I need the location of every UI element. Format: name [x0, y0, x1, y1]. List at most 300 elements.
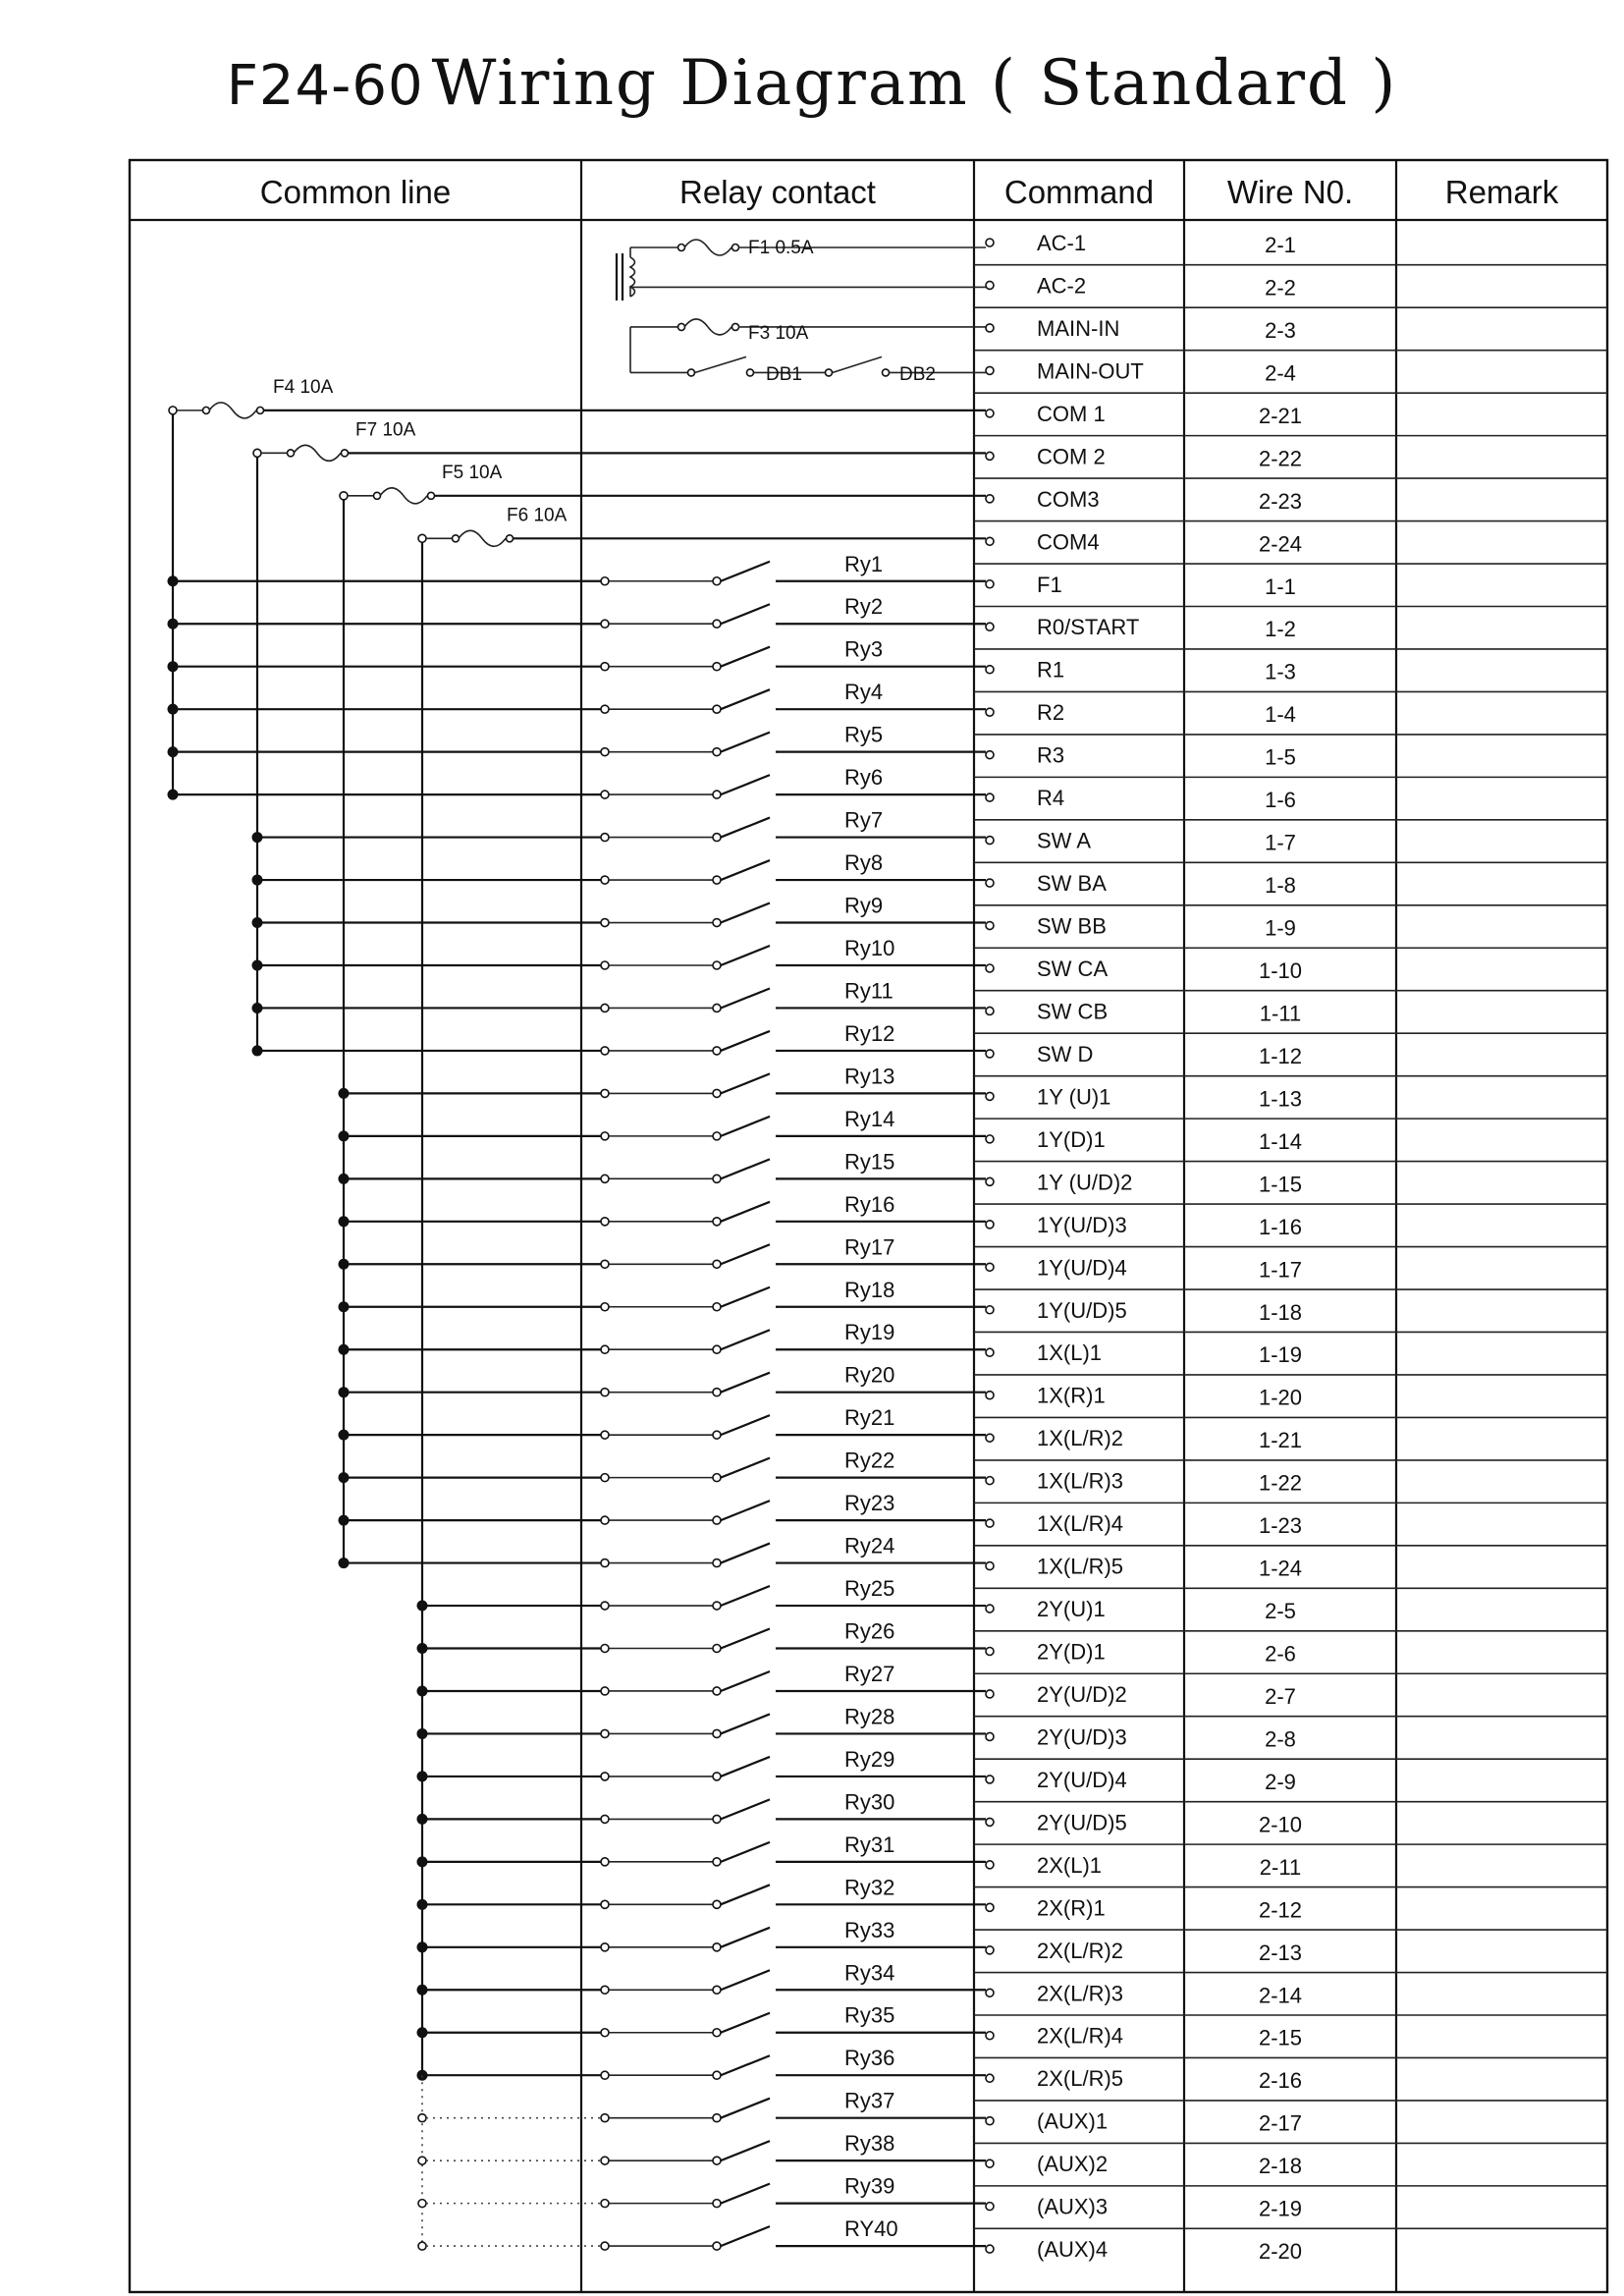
relay-label: Ry33: [844, 1917, 895, 1942]
wire-number: 2-17: [1258, 2110, 1303, 2136]
fuse-f1-label: F1 0.5A: [748, 238, 814, 258]
relay-contact-32: [721, 1885, 770, 1904]
relay-terminal: [601, 748, 609, 756]
command-label: 2X(L/R)4: [1037, 2023, 1124, 2049]
db1-label: DB1: [766, 364, 802, 385]
fuse-terminal: [374, 492, 381, 499]
command-label: SW A: [1037, 828, 1092, 853]
terminal: [986, 2117, 994, 2125]
relay-label: Ry3: [844, 636, 884, 662]
relay-contact-28: [721, 1714, 770, 1733]
relay-terminal: [713, 1943, 721, 1951]
terminal: [986, 1263, 994, 1271]
relay-contact-26: [721, 1629, 770, 1649]
wire-number: 2-6: [1265, 1641, 1296, 1667]
terminal: [986, 1946, 994, 1954]
command-label: 2Y(U/D)5: [1037, 1810, 1127, 1835]
wire-number: 1-23: [1258, 1513, 1303, 1539]
command-label: 2X(R)1: [1037, 1895, 1106, 1921]
relay-contact-30: [721, 1799, 770, 1819]
relay-label: Ry24: [844, 1533, 895, 1558]
relay-terminal: [601, 834, 609, 842]
relay-contact-31: [721, 1842, 770, 1862]
relay-terminal: [713, 620, 721, 628]
relay-label: Ry23: [844, 1491, 895, 1516]
relay-terminal: [713, 1431, 721, 1439]
command-label: 1X(L/R)3: [1037, 1468, 1124, 1494]
wire-number: 2-18: [1258, 2154, 1303, 2179]
wire-number: 1-15: [1258, 1172, 1303, 1197]
relay-terminal: [601, 1516, 609, 1524]
fuse-terminal: [678, 245, 685, 251]
command-label: AC-2: [1037, 273, 1087, 299]
command-label: 2X(L/R)3: [1037, 1981, 1124, 2006]
relay-contact-3: [721, 647, 770, 667]
command-label: SW BB: [1037, 913, 1107, 939]
relay-terminal: [601, 2200, 609, 2208]
relay-contact-21: [721, 1415, 770, 1435]
fuse-f1-symbol: [684, 240, 731, 255]
aux-bus-node: [418, 2114, 426, 2122]
column-header: Common line: [259, 174, 452, 210]
com-fuse-symbol: [380, 488, 427, 504]
relay-contact-5: [721, 733, 770, 752]
terminal: [986, 1092, 994, 1100]
relay-contact-2: [721, 604, 770, 624]
relay-terminal: [713, 834, 721, 842]
relay-contact-4: [721, 689, 770, 709]
command-label: 2Y(U/D)2: [1037, 1681, 1127, 1707]
fuse-f3-symbol: [684, 319, 731, 335]
relay-contact-29: [721, 1757, 770, 1777]
relay-label: Ry14: [844, 1106, 895, 1131]
fuse-terminal: [257, 407, 264, 413]
relay-terminal: [601, 1986, 609, 1994]
command-label: R4: [1037, 786, 1065, 811]
relay-contact-17: [721, 1244, 770, 1264]
terminal: [986, 2159, 994, 2167]
column-header: Relay contact: [679, 174, 876, 210]
wire-number: 1-17: [1258, 1257, 1303, 1283]
wire-number: 2-11: [1259, 1854, 1302, 1880]
relay-terminal: [601, 1858, 609, 1866]
command-label: R1: [1037, 657, 1065, 683]
relay-label: Ry21: [844, 1405, 895, 1431]
relay-label: Ry34: [844, 1960, 895, 1986]
command-label: 2X(L/R)2: [1037, 1938, 1124, 1963]
relay-terminal: [713, 1858, 721, 1866]
com-fuse-symbol: [209, 403, 256, 418]
relay-terminal: [713, 1389, 721, 1396]
terminal: [986, 2245, 994, 2253]
relay-contact-16: [721, 1202, 770, 1222]
wire-number: 1-2: [1265, 617, 1296, 642]
title-text: Wiring Diagram ( Standard ): [431, 47, 1398, 120]
terminal: [986, 1135, 994, 1143]
relay-contact-10: [721, 946, 770, 965]
relay-label: Ry37: [844, 2088, 895, 2113]
command-label: SW BA: [1037, 871, 1107, 897]
relay-label: Ry32: [844, 1875, 895, 1900]
relay-terminal: [601, 876, 609, 884]
terminal: [986, 1519, 994, 1527]
command-label: R3: [1037, 742, 1065, 768]
command-label: 2Y(U/D)4: [1037, 1767, 1127, 1792]
wire-number: 1-4: [1265, 702, 1296, 728]
com-fuse-label: F7 10A: [355, 419, 416, 441]
relay-terminal: [601, 620, 609, 628]
wire-number: 1-10: [1258, 957, 1303, 983]
relay-terminal: [713, 1303, 721, 1311]
relay-terminal: [601, 2029, 609, 2037]
relay-terminal: [713, 1132, 721, 1140]
wire-number: 1-8: [1265, 873, 1296, 899]
relay-label: Ry35: [844, 2002, 895, 2028]
relay-label: Ry25: [844, 1576, 895, 1602]
wire-number: 1-14: [1258, 1128, 1303, 1154]
command-label: 2Y(U/D)3: [1037, 1724, 1127, 1750]
terminal: [986, 1818, 994, 1826]
column-header: Remark: [1444, 174, 1559, 210]
relay-terminal: [713, 577, 721, 585]
relay-label: Ry36: [844, 2046, 895, 2071]
relay-contact-39: [721, 2184, 770, 2204]
relay-label: Ry16: [844, 1191, 895, 1217]
relay-terminal: [601, 2071, 609, 2079]
relay-terminal: [713, 1900, 721, 1908]
command-label: 1Y (U)1: [1037, 1084, 1111, 1110]
command-label: SW CA: [1037, 956, 1109, 981]
aux-bus-node: [418, 2200, 426, 2208]
terminal: [986, 537, 994, 545]
relay-terminal: [713, 2157, 721, 2164]
command-label: 2Y(D)1: [1037, 1639, 1106, 1665]
wire-number: 1-3: [1265, 659, 1296, 684]
relay-label: Ry6: [844, 765, 884, 791]
wire-number: 1-18: [1258, 1299, 1303, 1325]
command-label: 1X(R)1: [1037, 1383, 1106, 1408]
fuse-f3-label: F3 10A: [748, 323, 809, 344]
relay-terminal: [601, 1260, 609, 1268]
com-fuse-symbol: [459, 530, 506, 546]
db2-label: DB2: [899, 364, 936, 385]
terminal: [986, 580, 994, 588]
relay-contact-37: [721, 2099, 770, 2118]
wire-number: 2-15: [1258, 2025, 1303, 2050]
column-header: Wire N0.: [1226, 174, 1354, 210]
relay-contact-14: [721, 1117, 770, 1136]
relay-contact-1: [721, 562, 770, 581]
command-label: MAIN-OUT: [1037, 358, 1144, 384]
wire-number: 1-16: [1258, 1214, 1303, 1239]
command-label: (AUX)2: [1037, 2152, 1109, 2177]
relay-terminal: [713, 919, 721, 927]
relay-terminal: [601, 1474, 609, 1482]
relay-contact-11: [721, 988, 770, 1008]
relay-terminal: [601, 1303, 609, 1311]
relay-contact-24: [721, 1544, 770, 1563]
wire-number: 2-10: [1258, 1812, 1303, 1837]
terminal: [986, 2032, 994, 2040]
relay-terminal: [601, 1559, 609, 1567]
relay-terminal: [713, 876, 721, 884]
terminal: [986, 837, 994, 845]
bus-node: [253, 449, 261, 457]
fuse-terminal: [507, 535, 514, 542]
relay-terminal: [713, 2200, 721, 2208]
relay-terminal: [601, 1943, 609, 1951]
terminal: [986, 1605, 994, 1613]
wire-number: 2-16: [1258, 2068, 1303, 2094]
relay-terminal: [601, 2114, 609, 2122]
command-label: 1Y(U/D)3: [1037, 1212, 1127, 1237]
relay-terminal: [713, 1602, 721, 1610]
db1-contact: [695, 356, 746, 372]
relay-label: Ry39: [844, 2173, 895, 2199]
command-label: 2Y(U)1: [1037, 1597, 1106, 1622]
terminal: [986, 879, 994, 887]
switch-terminal: [826, 369, 833, 376]
relay-label: Ry5: [844, 722, 884, 747]
relay-contact-25: [721, 1586, 770, 1606]
bus-node: [169, 407, 177, 414]
command-label: AC-1: [1037, 231, 1087, 255]
relay-terminal: [713, 705, 721, 713]
relay-terminal: [713, 1175, 721, 1182]
relay-terminal: [713, 1260, 721, 1268]
relay-contact-18: [721, 1287, 770, 1307]
wire-number: 1-21: [1258, 1428, 1303, 1453]
relay-contact-34: [721, 1970, 770, 1990]
relay-terminal: [713, 791, 721, 798]
relay-label: Ry4: [844, 680, 884, 705]
relay-terminal: [601, 1815, 609, 1823]
relay-terminal: [601, 1773, 609, 1780]
fuse-terminal: [342, 450, 349, 457]
terminal: [986, 366, 994, 374]
relay-label: Ry38: [844, 2131, 895, 2157]
terminal: [986, 2074, 994, 2082]
relay-terminal: [601, 577, 609, 585]
relay-terminal: [713, 1559, 721, 1567]
terminal: [986, 1648, 994, 1656]
command-label: 1Y(U/D)5: [1037, 1297, 1127, 1323]
relay-label: Ry29: [844, 1746, 895, 1772]
wire-number: 1-11: [1259, 1001, 1302, 1026]
terminal: [986, 1690, 994, 1698]
wire-number: 1-7: [1265, 830, 1296, 855]
relay-contact-33: [721, 1928, 770, 1947]
relay-terminal: [601, 1004, 609, 1011]
relay-terminal: [713, 1474, 721, 1482]
relay-contact-20: [721, 1373, 770, 1393]
command-label: 1Y (U/D)2: [1037, 1170, 1133, 1195]
command-label: 1X(L/R)5: [1037, 1554, 1124, 1579]
wire-number: 1-1: [1265, 574, 1296, 599]
relay-terminal: [601, 919, 609, 927]
wire-number: 2-2: [1265, 275, 1296, 301]
terminal: [986, 1861, 994, 1869]
relay-terminal: [713, 1986, 721, 1994]
command-label: 2X(L/R)5: [1037, 2066, 1124, 2092]
terminal: [986, 1348, 994, 1356]
com-fuse-symbol: [294, 445, 341, 461]
relay-terminal: [601, 1345, 609, 1353]
relay-label: Ry22: [844, 1448, 895, 1473]
command-label: 1Y(U/D)4: [1037, 1255, 1127, 1281]
terminal: [986, 239, 994, 246]
relay-terminal: [713, 1218, 721, 1226]
terminal: [986, 1177, 994, 1185]
terminal: [986, 1989, 994, 1996]
wire-number: 1-13: [1258, 1086, 1303, 1112]
switch-terminal: [688, 369, 695, 376]
bus-node: [340, 492, 348, 500]
relay-terminal: [601, 2242, 609, 2250]
relay-terminal: [713, 2071, 721, 2079]
wire-number: 1-5: [1265, 744, 1296, 770]
terminal: [986, 666, 994, 674]
wire-number: 1-19: [1258, 1342, 1303, 1368]
fuse-terminal: [453, 535, 460, 542]
terminal: [986, 1903, 994, 1911]
relay-label: Ry30: [844, 1789, 895, 1815]
relay-label: Ry17: [844, 1234, 895, 1260]
wire-number: 2-20: [1258, 2239, 1303, 2265]
relay-label: Ry1: [844, 551, 884, 576]
relay-label: Ry7: [844, 807, 884, 833]
com-fuse-label: F5 10A: [442, 462, 503, 483]
terminal: [986, 495, 994, 503]
terminal: [986, 1562, 994, 1570]
command-label: SW D: [1037, 1041, 1094, 1066]
terminal: [986, 922, 994, 930]
terminal: [986, 964, 994, 972]
terminal: [986, 623, 994, 630]
relay-terminal: [601, 791, 609, 798]
relay-label: Ry26: [844, 1618, 895, 1644]
wire-number: 2-1: [1265, 233, 1296, 257]
wire-number: 1-22: [1258, 1470, 1303, 1496]
relay-contact-36: [721, 2055, 770, 2075]
wire-number: 1-20: [1258, 1385, 1303, 1410]
relay-label: Ry31: [844, 1831, 895, 1857]
aux-bus-node: [418, 2242, 426, 2250]
relay-label: Ry28: [844, 1704, 895, 1729]
relay-contact-27: [721, 1671, 770, 1691]
relay-terminal: [713, 1516, 721, 1524]
relay-terminal: [601, 1132, 609, 1140]
terminal: [986, 1434, 994, 1442]
command-label: (AUX)1: [1037, 2108, 1109, 2134]
relay-contact-12: [721, 1031, 770, 1051]
command-label: MAIN-IN: [1037, 315, 1120, 341]
relay-terminal: [713, 1815, 721, 1823]
relay-terminal: [713, 1004, 721, 1011]
wire-number: 1-24: [1258, 1556, 1303, 1581]
relay-contact-35: [721, 2013, 770, 2033]
relay-terminal: [713, 1089, 721, 1097]
relay-terminal: [713, 748, 721, 756]
wire-number: 2-21: [1258, 403, 1303, 428]
command-label: COM3: [1037, 486, 1100, 512]
relay-terminal: [601, 2157, 609, 2164]
wire-number: 2-13: [1258, 1940, 1303, 1965]
relay-terminal: [601, 1047, 609, 1055]
wire-number: 1-9: [1265, 915, 1296, 941]
relay-label: Ry9: [844, 893, 884, 918]
terminal: [986, 1221, 994, 1229]
command-label: COM 1: [1037, 401, 1106, 426]
terminal: [986, 452, 994, 460]
relay-contact-7: [721, 818, 770, 838]
relay-terminal: [601, 1729, 609, 1737]
terminal: [986, 793, 994, 801]
terminal: [986, 751, 994, 759]
wire-number: 2-24: [1258, 531, 1303, 557]
relay-terminal: [713, 1645, 721, 1653]
command-label: (AUX)3: [1037, 2194, 1109, 2219]
command-label: R2: [1037, 700, 1065, 726]
terminal: [986, 1306, 994, 1314]
wire-number: 2-23: [1258, 488, 1303, 514]
relay-label: Ry12: [844, 1020, 895, 1046]
wire-number: 2-9: [1265, 1769, 1296, 1794]
relay-terminal: [601, 1389, 609, 1396]
com-fuse-label: F6 10A: [507, 505, 568, 526]
relay-label: Ry11: [844, 978, 893, 1004]
relay-contact-8: [721, 860, 770, 880]
relay-terminal: [713, 1687, 721, 1695]
aux-bus-node: [418, 2157, 426, 2164]
relay-terminal: [601, 1175, 609, 1182]
terminal: [986, 708, 994, 716]
relay-contact-19: [721, 1330, 770, 1349]
relay-label: Ry15: [844, 1149, 895, 1175]
relay-contact-23: [721, 1501, 770, 1520]
command-label: R0/START: [1037, 615, 1140, 640]
command-label: (AUX)4: [1037, 2237, 1109, 2263]
wire-number: 2-7: [1265, 1683, 1296, 1709]
relay-label: Ry18: [844, 1277, 895, 1302]
command-label: 1Y(D)1: [1037, 1126, 1106, 1152]
relay-terminal: [713, 2242, 721, 2250]
command-label: 1X(L/R)4: [1037, 1511, 1124, 1537]
relay-terminal: [713, 1345, 721, 1353]
fuse-terminal: [203, 407, 210, 413]
relay-terminal: [713, 1047, 721, 1055]
relay-label: Ry2: [844, 594, 884, 620]
fuse-terminal: [678, 323, 685, 330]
column-header: Command: [1003, 174, 1155, 210]
relay-contact-40: [721, 2226, 770, 2246]
com-fuse-label: F4 10A: [273, 376, 334, 398]
wire-number: 2-5: [1265, 1599, 1296, 1624]
db2-contact: [833, 356, 882, 372]
command-label: COM 2: [1037, 444, 1106, 469]
wire-number: 1-6: [1265, 788, 1296, 813]
terminal: [986, 410, 994, 417]
relay-label: Ry8: [844, 850, 884, 876]
terminal: [986, 324, 994, 332]
relay-terminal: [601, 705, 609, 713]
terminal: [986, 281, 994, 289]
relay-label: Ry19: [844, 1320, 895, 1345]
relay-terminal: [601, 1900, 609, 1908]
relay-label: Ry20: [844, 1362, 895, 1388]
relay-contact-15: [721, 1159, 770, 1178]
wire-number: 1-12: [1258, 1043, 1303, 1068]
